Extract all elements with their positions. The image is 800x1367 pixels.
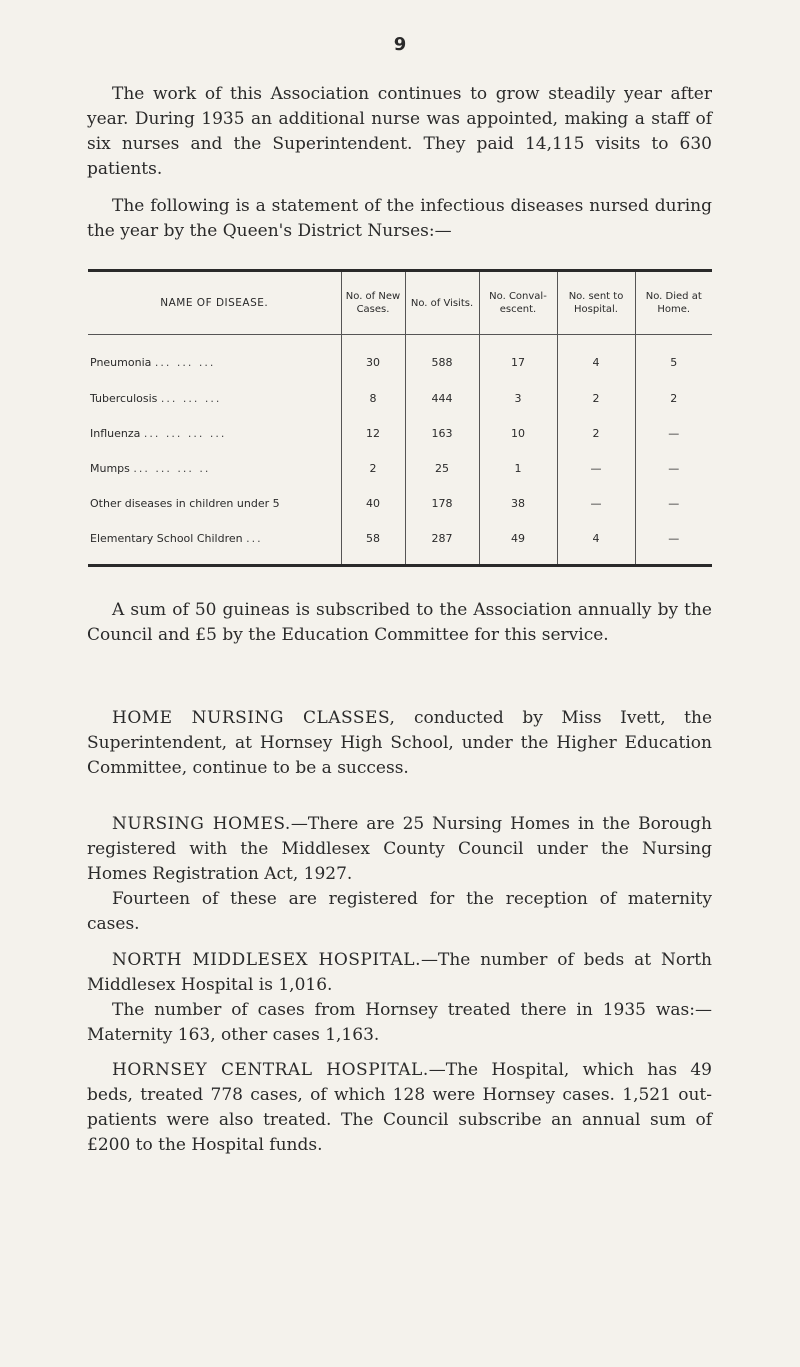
north-middlesex-paragraph xyxy=(87,948,712,998)
new-cases-cell: 40 xyxy=(341,486,405,521)
nursing-homes-block xyxy=(87,812,712,937)
convalescent-cell: 49 xyxy=(479,521,557,566)
nursing-homes-paragraph xyxy=(87,812,712,887)
header-sent-to-hospital: No. sent to Hospital. xyxy=(557,271,635,335)
guineas-paragraph: A sum of 50 guineas is subscribed to the Association annually by the Council and £5 by the Education Committee for this service. xyxy=(87,600,712,645)
disease-name: Influenza xyxy=(90,427,141,440)
hospital-cell: — xyxy=(557,486,635,521)
table-row xyxy=(88,486,712,521)
visits-cell: 287 xyxy=(405,521,479,566)
disease-name-cell xyxy=(88,335,341,382)
visits-cell: 178 xyxy=(405,486,479,521)
nursing-homes-second: Fourteen of these are registered for the reception of maternity cases. xyxy=(87,889,712,934)
visits-cell: 25 xyxy=(405,451,479,486)
visits-cell: 444 xyxy=(405,381,479,416)
new-cases-cell: 2 xyxy=(341,451,405,486)
nursing-homes-body: —There are 25 Nursing Homes in the Borough registered with the Middlesex County Council under the Nursing Homes Registration Act, 1927. xyxy=(87,814,712,884)
disease-name-cell xyxy=(88,451,341,486)
convalescent-cell: 17 xyxy=(479,335,557,382)
convalescent-cell: 38 xyxy=(479,486,557,521)
table-row xyxy=(88,381,712,416)
disease-name: Mumps xyxy=(90,462,130,475)
new-cases-cell: 30 xyxy=(341,335,405,382)
nursing-homes-heading: NURSING HOMES. xyxy=(112,814,291,834)
hospital-cell: 4 xyxy=(557,521,635,566)
leader-dots: ... ... ... xyxy=(160,392,222,405)
disease-name-cell xyxy=(88,381,341,416)
north-middlesex-block xyxy=(87,948,712,1048)
table-intro: The following is a statement of the infectious diseases nursed during the year by the Queen's District Nurses:— xyxy=(87,196,712,241)
home-nursing-block xyxy=(87,706,712,781)
new-cases-cell: 58 xyxy=(341,521,405,566)
died-cell: — xyxy=(635,451,712,486)
disease-name: Other diseases in children under 5 xyxy=(90,497,280,510)
north-middlesex-body: —The number of beds at North Middlesex Hospital is 1,016. xyxy=(87,950,713,995)
disease-name: Tuberculosis xyxy=(90,392,158,405)
disease-name-cell xyxy=(88,416,341,451)
table-row xyxy=(88,416,712,451)
header-convalescent: No. Conval- escent. xyxy=(479,271,557,335)
table-intro-block xyxy=(87,194,712,244)
home-nursing-heading: HOME NURSING CLASSES, xyxy=(112,708,396,728)
hornsey-central-heading: HORNSEY CENTRAL HOSPITAL. xyxy=(112,1060,429,1080)
died-cell: 2 xyxy=(635,381,712,416)
header-new-cases: No. of New Cases. xyxy=(341,271,405,335)
header-died-at-home: No. Died at Home. xyxy=(635,271,712,335)
table-row xyxy=(88,521,712,566)
north-middlesex-heading: NORTH MIDDLESEX HOSPITAL. xyxy=(112,950,421,970)
leader-dots: ... ... ... .. xyxy=(133,462,211,475)
hospital-cell: 2 xyxy=(557,416,635,451)
died-cell: 5 xyxy=(635,335,712,382)
visits-cell: 163 xyxy=(405,416,479,451)
convalescent-cell: 10 xyxy=(479,416,557,451)
visits-cell: 588 xyxy=(405,335,479,382)
intro-paragraph: The work of this Association continues to grow steadily year after year. During 1935 an additional nurse was appointed, making a staff of six nurses and the Superintendent. They paid 14,115 visits to 630 patients. xyxy=(87,84,712,179)
died-cell: — xyxy=(635,416,712,451)
convalescent-cell: 3 xyxy=(479,381,557,416)
infectious-diseases-table xyxy=(88,269,712,567)
home-nursing-paragraph xyxy=(87,706,712,781)
north-middlesex-second: The number of cases from Hornsey treated there in 1935 was:—Maternity 163, other cases 1,163. xyxy=(87,1000,712,1045)
new-cases-cell: 12 xyxy=(341,416,405,451)
convalescent-cell: 1 xyxy=(479,451,557,486)
disease-name: Pneumonia xyxy=(90,355,152,369)
disease-name-cell xyxy=(88,486,341,521)
leader-dots: ... ... ... ... xyxy=(143,427,227,440)
hornsey-central-body: —The Hospital, which has 49 beds, treated 778 cases, of which 128 were Hornsey cases. 1,521 out-patients were also treated. The Council subscribe an annual sum of £200 to the Hospital funds. xyxy=(87,1060,712,1155)
hornsey-central-block xyxy=(87,1058,712,1158)
guineas-block xyxy=(87,598,712,648)
table-row xyxy=(88,451,712,486)
died-cell: — xyxy=(635,521,712,566)
hospital-cell: 2 xyxy=(557,381,635,416)
died-cell: — xyxy=(635,486,712,521)
table-row xyxy=(88,335,712,382)
intro-block xyxy=(87,82,712,182)
header-visits: No. of Visits. xyxy=(405,271,479,335)
hospital-cell: 4 xyxy=(557,335,635,382)
disease-name: Elementary School Children xyxy=(90,532,243,545)
leader-dots: ... xyxy=(246,532,263,545)
header-disease-name: NAME OF DISEASE. xyxy=(88,271,341,335)
home-nursing-body: conducted by Miss Ivett, the Superintendent, at Hornsey High School, under the Higher Education Committee, continue to be a success. xyxy=(87,708,713,778)
table-header-row xyxy=(88,271,712,335)
leader-dots: ... ... ... xyxy=(154,355,216,369)
hornsey-central-paragraph xyxy=(87,1058,712,1158)
disease-name-cell xyxy=(88,521,341,566)
new-cases-cell: 8 xyxy=(341,381,405,416)
page-number: 9 xyxy=(393,34,407,55)
hospital-cell: — xyxy=(557,451,635,486)
